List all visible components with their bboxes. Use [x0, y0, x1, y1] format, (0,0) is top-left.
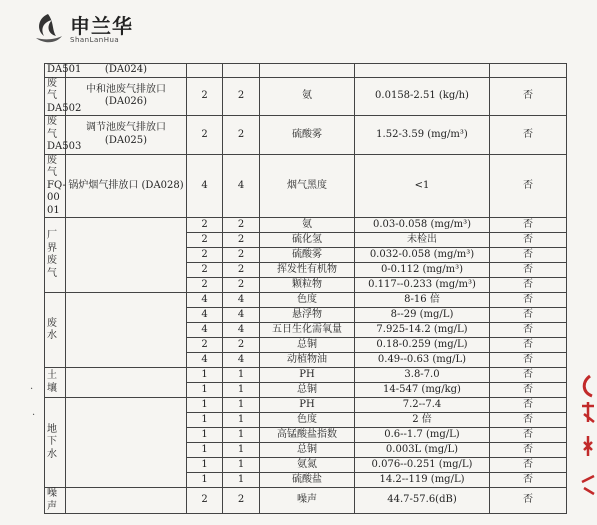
value-range-cell: 7.2--7.4	[355, 398, 490, 413]
table-row	[45, 398, 567, 413]
value-range-cell: 3.8-7.0	[355, 368, 490, 383]
frequency-cell: 1	[187, 443, 223, 458]
times-cell: 4	[223, 323, 260, 338]
times-cell: 1	[223, 428, 260, 443]
frequency-cell: 2	[187, 77, 223, 116]
times-cell: 2	[223, 263, 260, 278]
category-cell: 地下 水	[45, 398, 66, 488]
item-cell: 总铜	[260, 338, 355, 353]
monitoring-point-cell	[66, 488, 187, 514]
frequency-cell: 2	[187, 233, 223, 248]
category-cell: 废气 DA503	[45, 116, 66, 155]
item-cell: 硫酸雾	[260, 248, 355, 263]
exceed-cell: 否	[490, 413, 567, 428]
table-row	[45, 77, 567, 116]
frequency-cell: 2	[187, 488, 223, 514]
value-range-cell: 0.6--1.7 (mg/L)	[355, 428, 490, 443]
times-cell: 2	[223, 338, 260, 353]
frequency-cell: 2	[187, 248, 223, 263]
item-cell: 挥发性有机物	[260, 263, 355, 278]
value-range-cell: 0.032-0.058 (mg/m³)	[355, 248, 490, 263]
times-cell: 4	[223, 353, 260, 368]
frequency-cell: 4	[187, 353, 223, 368]
item-cell: 硫化氢	[260, 233, 355, 248]
frequency-cell: 1	[187, 398, 223, 413]
item-cell: 氨氮	[260, 458, 355, 473]
margin-mark: ·	[32, 410, 36, 421]
table-body	[45, 64, 567, 514]
monitoring-point-cell	[66, 293, 187, 368]
exceed-cell: 否	[490, 154, 567, 218]
item-cell: 氨	[260, 77, 355, 116]
company-logo	[30, 8, 160, 52]
value-range-cell: 14-547 (mg/kg)	[355, 383, 490, 398]
times-cell: 2	[223, 488, 260, 514]
value-range-cell: 0.076--0.251 (mg/L)	[355, 458, 490, 473]
monitoring-point-cell: 调节池废气排放口 (DA025)	[66, 116, 187, 155]
exceed-cell: 否	[490, 353, 567, 368]
value-range-cell: 2 倍	[355, 413, 490, 428]
logo-english-name: ShanLanHua	[70, 36, 120, 44]
monitoring-point-cell: (DA024)	[66, 64, 187, 78]
table-row	[45, 293, 567, 308]
red-stamp-fragment	[578, 372, 597, 502]
value-range-cell: 0.18-0.259 (mg/L)	[355, 338, 490, 353]
table-row	[45, 116, 567, 155]
frequency-cell: 1	[187, 383, 223, 398]
monitoring-point-cell: 中和池废气排放口 (DA026)	[66, 77, 187, 116]
exceed-cell	[490, 64, 567, 78]
exceed-cell: 否	[490, 398, 567, 413]
times-cell: 2	[223, 233, 260, 248]
item-cell: 悬浮物	[260, 308, 355, 323]
category-cell: 噪声	[45, 488, 66, 514]
monitoring-point-cell: 锅炉烟气排放口 (DA028)	[66, 154, 187, 218]
value-range-cell: 7.925-14.2 (mg/L)	[355, 323, 490, 338]
table-row	[45, 368, 567, 383]
item-cell: 颗粒物	[260, 278, 355, 293]
value-range-cell: 8-16 倍	[355, 293, 490, 308]
times-cell: 1	[223, 398, 260, 413]
frequency-cell	[187, 64, 223, 78]
category-cell: 废水	[45, 293, 66, 368]
table-row	[45, 488, 567, 514]
item-cell: 氨	[260, 218, 355, 233]
exceed-cell: 否	[490, 77, 567, 116]
exceed-cell: 否	[490, 443, 567, 458]
times-cell: 4	[223, 154, 260, 218]
item-cell: 硫酸盐	[260, 473, 355, 488]
item-cell: 总铜	[260, 383, 355, 398]
frequency-cell: 2	[187, 116, 223, 155]
frequency-cell: 4	[187, 308, 223, 323]
value-range-cell: 44.7-57.6(dB)	[355, 488, 490, 514]
item-cell: 动植物油	[260, 353, 355, 368]
logo-swirl-icon	[30, 10, 66, 46]
category-cell: 废气 FQ-00 01	[45, 154, 66, 218]
exceed-cell: 否	[490, 218, 567, 233]
category-cell: DA501	[45, 64, 66, 78]
exceed-cell: 否	[490, 263, 567, 278]
margin-mark: ·	[30, 384, 34, 395]
exceed-cell: 否	[490, 308, 567, 323]
item-cell: 高锰酸盐指数	[260, 428, 355, 443]
exceed-cell: 否	[490, 323, 567, 338]
monitoring-point-cell	[66, 398, 187, 488]
value-range-cell: 14.2--119 (mg/L)	[355, 473, 490, 488]
frequency-cell: 4	[187, 154, 223, 218]
frequency-cell: 4	[187, 293, 223, 308]
times-cell: 1	[223, 383, 260, 398]
times-cell: 1	[223, 413, 260, 428]
times-cell: 1	[223, 458, 260, 473]
item-cell: PH	[260, 368, 355, 383]
item-cell: 色度	[260, 293, 355, 308]
frequency-cell: 1	[187, 413, 223, 428]
exceed-cell: 否	[490, 338, 567, 353]
exceed-cell: 否	[490, 278, 567, 293]
table-row	[45, 64, 567, 78]
times-cell: 2	[223, 278, 260, 293]
category-cell: 厂界 废气	[45, 218, 66, 293]
item-cell: 五日生化需氧量	[260, 323, 355, 338]
times-cell: 4	[223, 308, 260, 323]
times-cell: 1	[223, 368, 260, 383]
times-cell: 2	[223, 77, 260, 116]
value-range-cell	[355, 64, 490, 78]
category-cell: 土壤	[45, 368, 66, 398]
frequency-cell: 1	[187, 473, 223, 488]
exceed-cell: 否	[490, 473, 567, 488]
monitoring-results-table	[44, 63, 567, 514]
exceed-cell: 否	[490, 488, 567, 514]
exceed-cell: 否	[490, 248, 567, 263]
table-row	[45, 154, 567, 218]
item-cell: 色度	[260, 413, 355, 428]
exceed-cell: 否	[490, 458, 567, 473]
times-cell: 2	[223, 248, 260, 263]
value-range-cell: 0.0158-2.51 (kg/h)	[355, 77, 490, 116]
item-cell: 噪声	[260, 488, 355, 514]
item-cell: PH	[260, 398, 355, 413]
frequency-cell: 2	[187, 218, 223, 233]
frequency-cell: 4	[187, 323, 223, 338]
times-cell: 1	[223, 443, 260, 458]
frequency-cell: 1	[187, 368, 223, 383]
monitoring-point-cell	[66, 218, 187, 293]
frequency-cell: 2	[187, 263, 223, 278]
times-cell: 1	[223, 473, 260, 488]
value-range-cell: 0.003L (mg/L)	[355, 443, 490, 458]
exceed-cell: 否	[490, 233, 567, 248]
times-cell: 2	[223, 116, 260, 155]
value-range-cell: 1.52-3.59 (mg/m³)	[355, 116, 490, 155]
value-range-cell: 0.03-0.058 (mg/m³)	[355, 218, 490, 233]
times-cell: 2	[223, 218, 260, 233]
value-range-cell: 0.49--0.63 (mg/L)	[355, 353, 490, 368]
logo-chinese-name: 申兰华	[70, 14, 133, 38]
table-row	[45, 218, 567, 233]
item-cell	[260, 64, 355, 78]
value-range-cell: 8--29 (mg/L)	[355, 308, 490, 323]
item-cell: 硫酸雾	[260, 116, 355, 155]
category-cell: 废气 DA502	[45, 77, 66, 116]
times-cell	[223, 64, 260, 78]
frequency-cell: 1	[187, 428, 223, 443]
exceed-cell: 否	[490, 293, 567, 308]
frequency-cell: 2	[187, 338, 223, 353]
item-cell: 总铜	[260, 443, 355, 458]
value-range-cell: 0.117--0.233 (mg/m³)	[355, 278, 490, 293]
exceed-cell: 否	[490, 383, 567, 398]
exceed-cell: 否	[490, 116, 567, 155]
monitoring-point-cell	[66, 368, 187, 398]
frequency-cell: 1	[187, 458, 223, 473]
value-range-cell: 未检出	[355, 233, 490, 248]
frequency-cell: 2	[187, 278, 223, 293]
value-range-cell: 0-0.112 (mg/m³)	[355, 263, 490, 278]
exceed-cell: 否	[490, 368, 567, 383]
times-cell: 4	[223, 293, 260, 308]
item-cell: 烟气黑度	[260, 154, 355, 218]
value-range-cell: <1	[355, 154, 490, 218]
exceed-cell: 否	[490, 428, 567, 443]
